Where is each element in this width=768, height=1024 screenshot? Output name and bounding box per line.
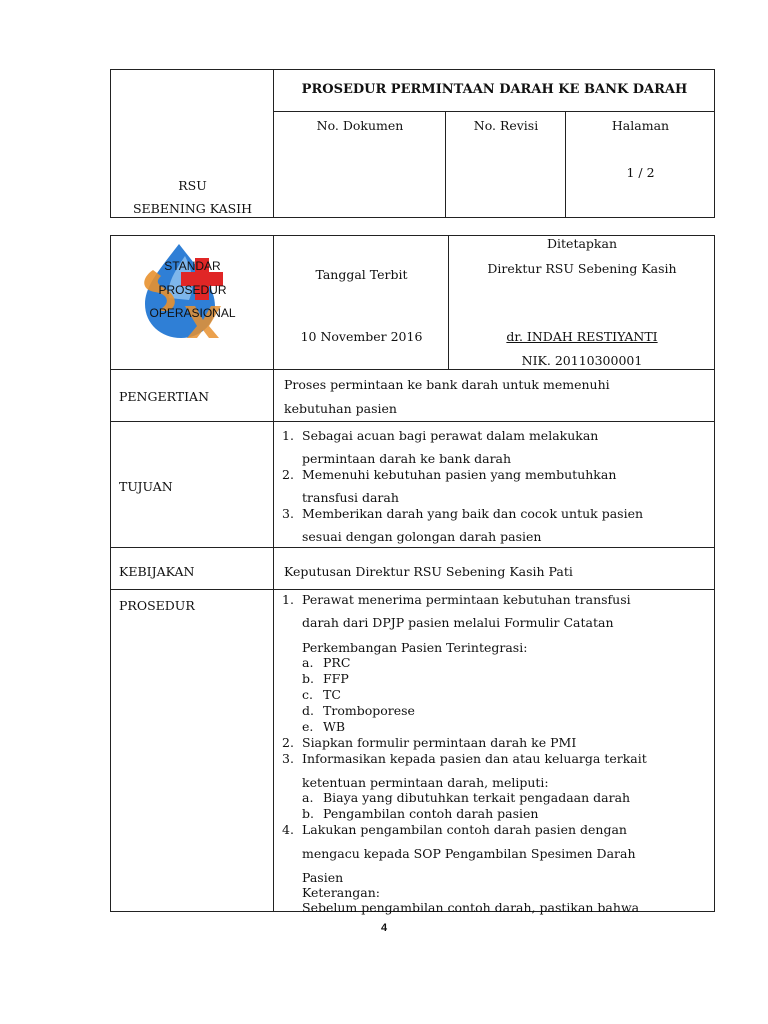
list-text: Memberikan darah yang baik dan cocok untuk pasien <box>302 506 644 521</box>
tujuan-label-cell <box>111 422 274 548</box>
list-text-continued: darah dari DPJP pasien melalui Formulir Catatan <box>302 615 614 630</box>
sub-list-item <box>302 671 349 686</box>
list-number: 1. <box>282 428 294 443</box>
list-text-continued: Pasien <box>302 870 344 885</box>
pengertian-line-2: kebutuhan pasien <box>284 401 397 416</box>
sop-table <box>110 235 715 915</box>
sub-list-letter: a. <box>302 790 314 805</box>
kebijakan-label-cell <box>111 548 274 590</box>
sub-list-text: Pengambilan contoh darah pasien <box>323 806 539 821</box>
list-text: Memenuhi kebutuhan pasien yang membutuhkan <box>302 467 617 482</box>
hospital-name-line2: SEBENING KASIH <box>132 201 253 216</box>
tanggal-cell <box>274 236 449 370</box>
logo-text-operasional: OPERASIONAL <box>149 306 236 320</box>
list-number: 3. <box>282 506 294 521</box>
kebijakan-content-cell <box>274 548 715 590</box>
list-text-continued: sesuai dengan golongan darah pasien <box>302 529 542 544</box>
revision-cell <box>446 112 566 218</box>
header-table <box>110 69 715 218</box>
sub-list-text: Biaya yang dibutuhkan terkait pengadaan darah <box>323 790 631 805</box>
list-item <box>282 428 599 443</box>
sub-list-item <box>302 719 346 734</box>
list-number: 2. <box>282 735 294 750</box>
page-cell <box>566 112 715 218</box>
list-number: 1. <box>282 592 294 607</box>
page-number: 4 <box>380 922 388 934</box>
sub-list-letter: a. <box>302 655 314 670</box>
list-item <box>282 467 617 482</box>
list-number: 3. <box>282 751 294 766</box>
revision-label: No. Revisi <box>473 118 539 133</box>
kebijakan-label: KEBIJAKAN <box>119 564 195 579</box>
sub-list-text: PRC <box>323 655 351 670</box>
list-item <box>282 506 644 521</box>
list-item <box>282 822 627 837</box>
sub-list-letter: e. <box>302 719 314 734</box>
page-label: Halaman <box>611 118 670 133</box>
sub-list-item <box>302 687 341 702</box>
logo-text-prosedur: PROSEDUR <box>158 283 227 297</box>
ditetapkan-cell <box>449 236 715 370</box>
list-item <box>282 592 631 607</box>
keterangan-label: Keterangan: <box>302 885 381 900</box>
doc-number-label: No. Dokumen <box>316 118 404 133</box>
hospital-name-line1: RSU <box>178 178 207 193</box>
sub-list-text: WB <box>323 719 346 734</box>
list-text-continued: permintaan darah ke bank darah <box>302 451 512 466</box>
pengertian-content-cell <box>274 370 715 422</box>
list-text: Sebagai acuan bagi perawat dalam melakukan <box>302 428 599 443</box>
sub-list-text: FFP <box>323 671 349 686</box>
pengertian-label: PENGERTIAN <box>119 389 210 404</box>
list-text-continued: transfusi darah <box>302 490 399 505</box>
list-text-continued: Perkembangan Pasien Terintegrasi: <box>302 640 528 655</box>
sub-list-text: Tromboporese <box>323 703 415 718</box>
sub-list-letter: c. <box>302 687 313 702</box>
sub-list-letter: b. <box>302 806 314 821</box>
sub-list-item <box>302 655 351 670</box>
document-title: PROSEDUR PERMINTAAN DARAH KE BANK DARAH <box>301 82 688 97</box>
list-text: Lakukan pengambilan contoh darah pasien dengan <box>302 822 627 837</box>
ditetapkan-label: Ditetapkan <box>547 236 617 251</box>
sub-list-item <box>302 790 631 805</box>
list-item <box>282 751 647 766</box>
prosedur-content-cell <box>274 590 715 915</box>
list-item <box>282 735 577 750</box>
tanggal-terbit-label: Tanggal Terbit <box>315 267 408 282</box>
sub-list-text: TC <box>323 687 341 702</box>
prosedur-label-cell <box>111 590 274 912</box>
hospital-cell <box>111 70 274 218</box>
direktur-label: Direktur RSU Sebening Kasih <box>487 261 677 276</box>
signer-nik: NIK. 20110300001 <box>521 353 643 368</box>
list-text: Informasikan kepada pasien dan atau keluarga terkait <box>302 751 647 766</box>
prosedur-label: PROSEDUR <box>119 598 195 613</box>
logo-cell <box>111 236 274 370</box>
list-text-continued: mengacu kepada SOP Pengambilan Spesimen Darah <box>302 846 636 861</box>
kebijakan-text: Keputusan Direktur RSU Sebening Kasih Pati <box>284 564 573 579</box>
doc-number-cell <box>274 112 446 218</box>
signer-name: dr. INDAH RESTIYANTI <box>506 329 658 344</box>
tujuan-label: TUJUAN <box>119 479 173 494</box>
list-text: Perawat menerima permintaan kebutuhan transfusi <box>302 592 631 607</box>
sub-list-item <box>302 703 415 718</box>
sub-list-item <box>302 806 539 821</box>
sub-list-letter: b. <box>302 671 314 686</box>
list-number: 2. <box>282 467 294 482</box>
list-text: Siapkan formulir permintaan darah ke PMI <box>302 735 577 750</box>
title-cell <box>274 70 715 112</box>
pengertian-label-cell <box>111 370 274 422</box>
sub-list-letter: d. <box>302 703 314 718</box>
tujuan-content-cell <box>274 422 715 548</box>
list-text-continued: ketentuan permintaan darah, meliputi: <box>302 775 549 790</box>
logo-text-standar: STANDAR <box>164 259 221 273</box>
page-value: 1 / 2 <box>626 165 655 180</box>
pengertian-line-1: Proses permintaan ke bank darah untuk memenuhi <box>284 377 610 392</box>
keterangan-text: Sebelum pengambilan contoh darah, pastikan bahwa <box>302 900 640 915</box>
tanggal-terbit-value: 10 November 2016 <box>300 329 423 344</box>
list-number: 4. <box>282 822 294 837</box>
